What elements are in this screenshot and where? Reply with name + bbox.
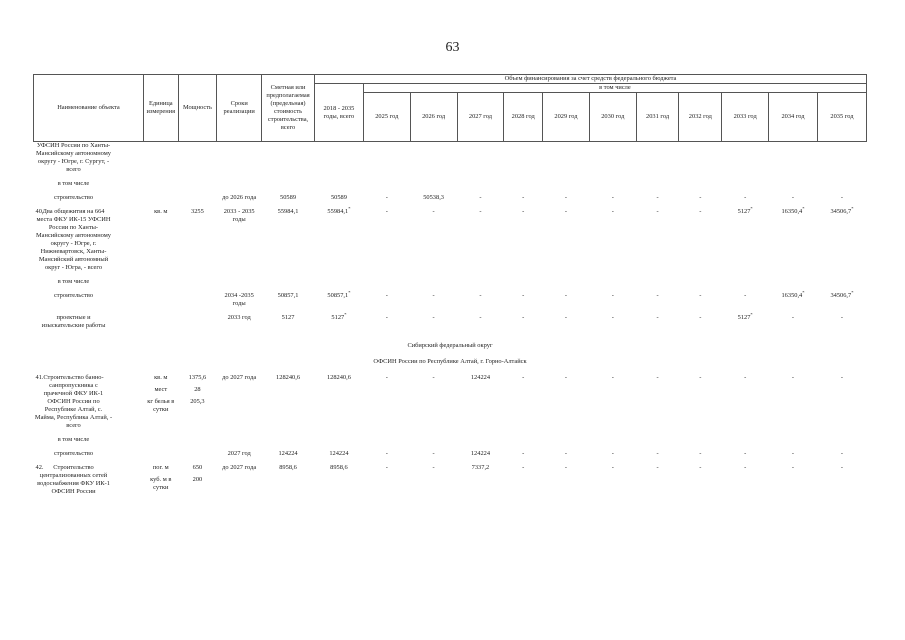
row-year-value <box>589 142 636 175</box>
row-year-value <box>636 142 679 175</box>
row-year-value: - <box>840 450 844 457</box>
row-year-value: - <box>432 292 435 299</box>
row-total <box>315 142 364 175</box>
row-year-value: - <box>522 208 525 215</box>
row-period: 2033 - 2035 годы <box>223 208 255 223</box>
row-year-value: - <box>791 314 795 321</box>
row-year-value <box>722 180 769 188</box>
row-name: 42. Строительство централизованных сетей водоснабжения ФКУ ИК-1 ОФСИН России <box>35 464 110 495</box>
row-year-value: - <box>385 194 388 201</box>
row-period <box>217 180 262 188</box>
row-year-value: - <box>791 450 795 457</box>
row-year-value: 16350,4* <box>781 289 805 299</box>
row-year-value <box>543 180 590 188</box>
row-name: проектные и изыскательские работы <box>41 314 106 329</box>
row-year-value <box>543 436 590 444</box>
row-year-value: - <box>656 374 659 381</box>
row-year-value <box>410 142 457 175</box>
row-year-value <box>636 278 679 286</box>
row-year-value: - <box>522 314 525 321</box>
row-year-value: - <box>385 374 388 381</box>
row-estimate: 55984,1 <box>277 208 299 215</box>
row-name: 41. Строительство банно-санпропускника с прачечной ФКУ ИК-1 ОФСИН России по Республике Алтай, с. Майма, Республика Алтай, - всего <box>34 374 113 429</box>
row-number: 40. <box>35 208 44 215</box>
row-total <box>315 278 364 286</box>
row-year-value <box>457 278 504 286</box>
row-period: до 2026 года <box>222 194 257 201</box>
row-year-value: - <box>611 314 614 321</box>
row-year-value <box>769 180 818 188</box>
row-period: до 2027 года <box>222 374 257 381</box>
row-year-value <box>722 436 769 444</box>
row-year-value: 50538,3 <box>423 194 444 201</box>
col-header-year: 2033 год <box>722 93 769 142</box>
col-header-year: 2034 год <box>769 93 818 142</box>
row-year-value <box>636 436 679 444</box>
row-unit <box>143 314 178 330</box>
row-year-value: - <box>656 314 659 321</box>
row-year-value: - <box>744 292 747 299</box>
row-year-value <box>363 278 410 286</box>
row-year-value: 34506,7* <box>830 289 854 299</box>
row-capacity <box>178 450 217 458</box>
row-year-value: 124224 <box>470 450 491 457</box>
row-year-value: - <box>564 208 568 215</box>
row-year-value: - <box>564 464 568 471</box>
row-year-value: - <box>656 450 659 457</box>
col-header-capacity: Мощность <box>178 75 217 142</box>
row-period <box>217 142 262 175</box>
subdivision-heading: ОФСИН России по Республике Алтай, г. Горно-Алтайск <box>373 358 527 365</box>
row-year-value: - <box>564 450 568 457</box>
row-year-value: - <box>791 464 795 471</box>
row-year-value: - <box>522 374 525 381</box>
row-year-value: - <box>564 194 568 201</box>
row-year-value <box>457 142 504 175</box>
row-year-value: - <box>699 374 702 381</box>
row-year-value: - <box>744 464 747 471</box>
row-year-value: - <box>699 194 702 201</box>
row-year-value <box>543 278 590 286</box>
row-number: 41. <box>35 374 44 381</box>
row-year-value: - <box>432 208 435 215</box>
row-estimate <box>262 142 315 175</box>
row-period: 2027 год <box>227 450 251 457</box>
row-unit <box>143 278 178 286</box>
row-year-value: - <box>611 292 614 299</box>
row-unit <box>143 180 178 188</box>
table-row <box>34 450 867 458</box>
row-year-value: - <box>791 194 795 201</box>
row-year-value: - <box>611 374 614 381</box>
row-year-value: 124224 <box>470 374 491 381</box>
row-unit <box>143 194 178 202</box>
row-year-value: - <box>611 208 614 215</box>
row-capacity <box>178 314 217 330</box>
row-year-value: - <box>479 208 482 215</box>
district-heading: Сибирский федеральный округ <box>407 342 493 349</box>
row-year-value <box>410 436 457 444</box>
row-year-value: - <box>385 450 388 457</box>
row-year-value: - <box>479 292 482 299</box>
table-row <box>34 194 867 202</box>
row-year-value <box>679 436 722 444</box>
row-total: 8958,6 <box>330 464 348 471</box>
row-estimate: 50589 <box>280 194 297 201</box>
row-total: 128240,6 <box>326 374 351 381</box>
row-total: 124224 <box>329 450 349 457</box>
row-unit <box>143 292 178 308</box>
row-year-value <box>636 180 679 188</box>
row-year-value: - <box>522 194 525 201</box>
col-header-including: в том числе <box>363 84 866 93</box>
row-year-value <box>410 180 457 188</box>
row-name: строительство <box>53 450 94 457</box>
row-year-value: - <box>564 292 568 299</box>
row-year-value <box>769 436 818 444</box>
table-row <box>34 436 867 444</box>
row-year-value <box>769 142 818 175</box>
row-year-value <box>363 436 410 444</box>
row-year-value: - <box>432 314 435 321</box>
row-year-value <box>679 142 722 175</box>
col-header-name: Наименование объекта <box>34 75 144 142</box>
row-year-value: - <box>656 292 659 299</box>
col-header-year: 2027 год <box>457 93 504 142</box>
row-year-value: - <box>611 464 614 471</box>
col-header-unit: Единица измерения <box>143 75 178 142</box>
table-row <box>34 292 867 308</box>
row-year-value <box>722 278 769 286</box>
row-year-value: 5127* <box>737 311 753 321</box>
row-year-value: - <box>840 464 844 471</box>
row-year-value <box>589 436 636 444</box>
row-unit <box>143 436 178 444</box>
table-row <box>34 374 867 430</box>
row-year-value <box>589 278 636 286</box>
row-estimate: 50857,1 <box>277 292 299 299</box>
row-year-value: 34506,7* <box>830 205 854 215</box>
row-unit <box>143 142 178 175</box>
table-row <box>34 278 867 286</box>
row-year-value: - <box>840 314 844 321</box>
row-name: строительство <box>53 194 94 201</box>
row-total <box>315 180 364 188</box>
funding-table <box>33 74 867 502</box>
table-row <box>34 208 867 272</box>
row-year-value: - <box>840 374 844 381</box>
row-year-value: - <box>611 194 614 201</box>
row-capacity <box>178 278 217 286</box>
row-year-value <box>504 436 543 444</box>
row-year-value <box>410 278 457 286</box>
row-name: строительство <box>53 292 94 299</box>
row-capacity <box>178 180 217 188</box>
row-year-value <box>457 180 504 188</box>
row-period <box>217 436 262 444</box>
row-year-value: 7337,2 <box>471 464 490 471</box>
row-year-value: - <box>385 292 388 299</box>
row-year-value: - <box>479 194 482 201</box>
row-year-value <box>504 180 543 188</box>
row-number: 42. <box>35 464 44 471</box>
row-capacity: 1375,6 28 205,3 <box>188 374 207 405</box>
row-year-value: - <box>564 374 568 381</box>
row-year-value <box>769 278 818 286</box>
table-row <box>34 180 867 188</box>
table-row <box>34 464 867 496</box>
row-estimate <box>262 180 315 188</box>
col-header-funding: Объем финансирования за счет средств федерального бюджета <box>315 75 867 84</box>
row-year-value: - <box>656 194 659 201</box>
row-year-value: - <box>432 374 435 381</box>
col-header-year: 2026 год <box>410 93 457 142</box>
row-year-value: 5127* <box>737 205 753 215</box>
row-year-value: 16350,4* <box>781 205 805 215</box>
row-year-value: - <box>699 208 702 215</box>
col-header-year: 2028 год <box>504 93 543 142</box>
table-row <box>34 314 867 330</box>
col-header-year: 2031 год <box>636 93 679 142</box>
row-capacity: 650 200 <box>192 464 203 483</box>
row-name: 40. Два общежития на 664 места ФКУ ИК-15 УФСИН России по Ханты-Мансийскому автономному округу - Югре, г. Нижневартовск, Ханты-Мансийский автономный округ - Югра, - всего <box>35 208 111 271</box>
row-year-value: - <box>699 314 702 321</box>
row-estimate: 5127 <box>281 314 295 321</box>
row-unit: кв. м <box>154 208 168 215</box>
row-year-value: - <box>564 314 568 321</box>
row-total <box>315 436 364 444</box>
row-name: в том числе <box>57 278 90 285</box>
row-capacity <box>178 142 217 175</box>
row-year-value <box>589 180 636 188</box>
row-year-value <box>504 142 543 175</box>
row-year-value: - <box>699 450 702 457</box>
col-header-year: 2029 год <box>543 93 590 142</box>
row-year-value: - <box>432 464 435 471</box>
row-name: УФСИН России по Ханты-Мансийскому автономному округу - Югре, г. Сургут, - всего <box>35 142 111 173</box>
row-year-value <box>543 142 590 175</box>
col-header-year: 2030 год <box>589 93 636 142</box>
row-year-value: - <box>744 450 747 457</box>
col-header-total: 2018 - 2035 годы, всего <box>315 84 364 142</box>
row-capacity <box>178 194 217 202</box>
row-total: 50857,1* <box>327 289 351 299</box>
row-year-value: - <box>522 464 525 471</box>
col-header-year: 2035 год <box>817 93 866 142</box>
col-header-estimate: Сметная или предполагаемая (предельная) стоимость строительства, всего <box>262 75 315 142</box>
page-number: 63 <box>445 40 460 55</box>
row-year-value: - <box>522 292 525 299</box>
row-year-value: - <box>385 314 388 321</box>
row-year-value: - <box>611 450 614 457</box>
row-year-value: - <box>656 208 659 215</box>
row-year-value <box>679 180 722 188</box>
row-year-value: - <box>479 314 482 321</box>
row-unit: кв. м мест кг белья в сутки <box>147 374 175 413</box>
table-row <box>34 142 867 175</box>
row-period: 2033 год <box>227 314 251 321</box>
row-capacity <box>178 436 217 444</box>
row-year-value: - <box>656 464 659 471</box>
row-year-value <box>504 278 543 286</box>
row-year-value: - <box>791 374 795 381</box>
row-total: 55984,1* <box>327 205 351 215</box>
row-period <box>217 278 262 286</box>
row-year-value: - <box>432 450 435 457</box>
row-year-value: - <box>699 464 702 471</box>
row-year-value <box>679 278 722 286</box>
row-year-value <box>722 142 769 175</box>
col-header-year: 2032 год <box>679 93 722 142</box>
row-year-value <box>817 278 866 286</box>
row-capacity <box>178 292 217 308</box>
row-year-value: - <box>385 464 388 471</box>
row-estimate <box>262 278 315 286</box>
row-year-value <box>817 436 866 444</box>
row-year-value: - <box>840 194 844 201</box>
row-total: 5127* <box>331 311 347 321</box>
row-year-value: - <box>744 374 747 381</box>
row-year-value <box>363 142 410 175</box>
row-period: 2034 -2035 годы <box>224 292 254 307</box>
row-capacity: 3255 <box>191 208 204 215</box>
row-year-value <box>817 180 866 188</box>
row-period: до 2027 года <box>222 464 257 471</box>
row-year-value <box>817 142 866 175</box>
row-name: в том числе <box>57 180 90 187</box>
row-estimate: 128240,6 <box>276 374 301 381</box>
row-year-value <box>363 180 410 188</box>
row-estimate: 8958,6 <box>279 464 297 471</box>
row-total: 50589 <box>330 194 347 201</box>
row-estimate: 124224 <box>278 450 298 457</box>
row-estimate <box>262 436 315 444</box>
row-name: в том числе <box>57 436 90 443</box>
col-header-period: Сроки реализации <box>217 75 262 142</box>
row-year-value: - <box>522 450 525 457</box>
row-year-value: - <box>385 208 388 215</box>
row-unit: пог. м куб. м в сутки <box>150 464 172 491</box>
row-unit <box>143 450 178 458</box>
row-year-value: - <box>744 194 747 201</box>
row-year-value <box>457 436 504 444</box>
col-header-year: 2025 год <box>363 93 410 142</box>
row-year-value: - <box>699 292 702 299</box>
